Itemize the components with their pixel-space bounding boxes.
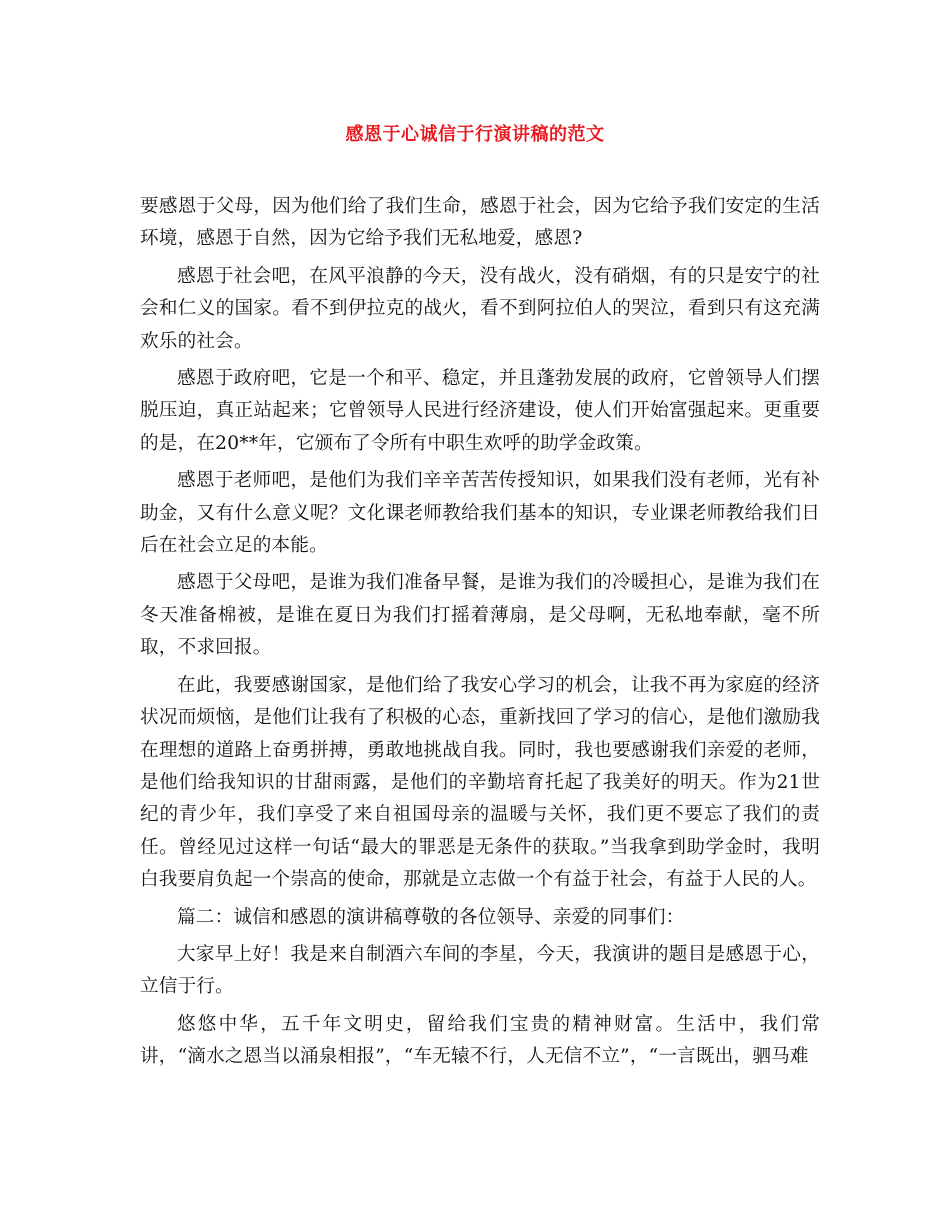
paragraph-8: 大家早上好！我是来自制酒六车间的李星，今天，我演讲的题目是感恩于心，立信于行。 (140, 943, 820, 998)
paragraph-9: 悠悠中华，五千年文明史，留给我们宝贵的精神财富。生活中，我们常讲，“滴水之恩当以涌泉相报”，“车无辕不行，人无信不立”，“一言既出，驷马难 (140, 1013, 820, 1068)
paragraph-2: 感恩于社会吧，在风平浪静的今天，没有战火，没有硝烟，有的只是安宁的社会和仁义的国家。看不到伊拉克的战火，看不到阿拉伯人的哭泣，看到只有这充满欢乐的社会。 (140, 265, 820, 352)
paragraph-1: 要感恩于父母，因为他们给了我们生命，感恩于社会，因为它给予我们安定的生活环境，感恩于自然，因为它给予我们无私地爱，感恩? (140, 196, 820, 250)
paragraph-6: 在此，我要感谢国家，是他们给了我安心学习的机会，让我不再为家庭的经济状况而烦恼，是他们让我有了积极的心态，重新找回了学习的信心，是他们激励我在理想的道路上奋勇拼搏，勇敢地挑战自我。同时，我也要感谢我们亲爱的老师，是他们给我知识的甘甜雨露，是他们的辛勤培育托起了我美好的明天。作为21世纪的青少年，我们享受了来自祖国母亲的温暖与关怀，我们更不要忘了我们的责任。曾经见过这样一句话“最大的罪恶是无条件的获取。”当我拿到助学金时，我明白我要肩负起一个崇高的使命，那就是立志做一个有益于社会，有益于人民的人。 (140, 674, 820, 891)
paragraph-5: 感恩于父母吧，是谁为我们准备早餐，是谁为我们的冷暖担心，是谁为我们在冬天准备棉被，是谁在夏日为我们打摇着薄扇，是父母啊，无私地奉献，毫不所取，不求回报。 (140, 572, 820, 659)
paragraph-4: 感恩于老师吧，是他们为我们辛辛苦苦传授知识，如果我们没有老师，光有补助金，又有什么意义呢？文化课老师教给我们基本的知识，专业课老师教给我们日后在社会立足的本能。 (140, 470, 820, 557)
paragraph-3: 感恩于政府吧，它是一个和平、稳定，并且蓬勃发展的政府，它曾领导人们摆脱压迫，真正站起来；它曾领导人民进行经济建设，使人们开始富强起来。更重要的是，在20**年，它颁布了令所有中职生欢呼的助学金政策。 (140, 368, 820, 454)
paragraph-7: 篇二：诚信和感恩的演讲稿尊敬的各位领导、亲爱的同事们： (177, 906, 685, 928)
document-title: 感恩于心诚信于行演讲稿的范文 (345, 124, 605, 145)
document-body (140, 191, 820, 1079)
